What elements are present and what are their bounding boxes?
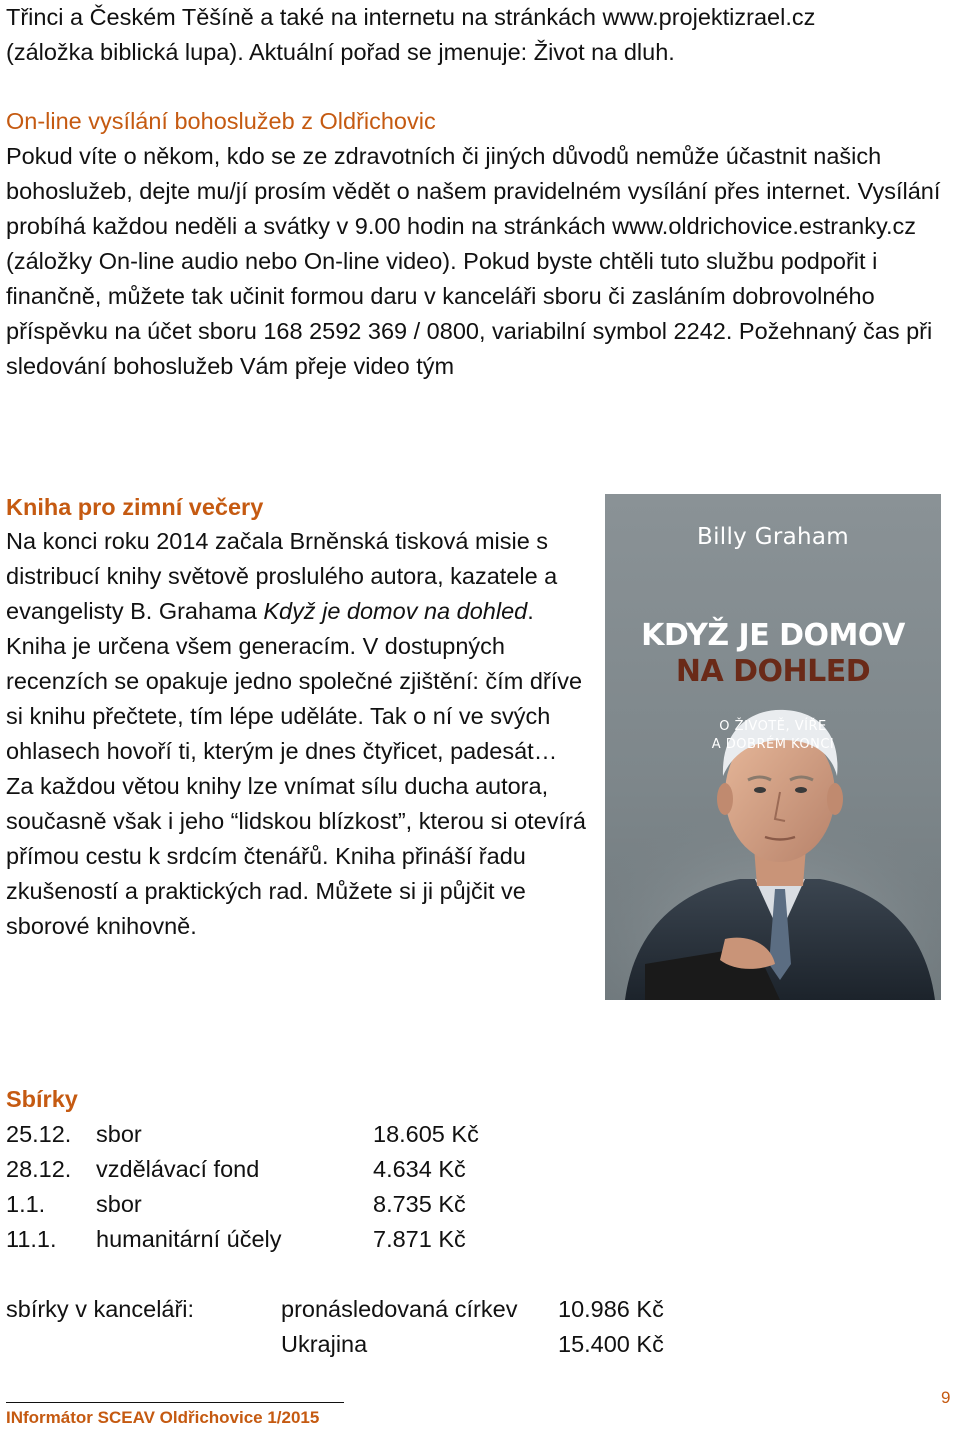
cover-title-line-2: NA DOHLED (675, 654, 871, 689)
collection-label: sbor (96, 1191, 142, 1217)
cover-author-name: Billy Graham (697, 524, 849, 550)
book-title-italic: Když je domov na dohled (263, 598, 528, 624)
cover-title-line-1: KDYŽ JE DOMOV (641, 618, 905, 653)
book-section-heading: Kniha pro zimní večery (6, 494, 264, 520)
collection-amount: 18.605 Kč (373, 1121, 479, 1147)
book-paragraph (6, 524, 586, 944)
collection-date: 11.1. (6, 1226, 57, 1252)
office-collection-amount: 15.400 Kč (558, 1331, 664, 1357)
collection-amount: 4.634 Kč (373, 1156, 466, 1182)
book-text-part-2: . Kniha je určena všem generacím. V dostupných recenzích se opakuje jedno společné zjištění: čím dříve si knihu přečtete, tím lépe uděláte. Tak o ní ve svých ohlasech hovoří ti, kterým je dnes čtyřicet, padesát… Za každou větou knihy lze vnímat sílu ducha autora, současně však i jeho “lidskou blízkost”, kterou si otevírá přímou cestu k srdcím čtenářů. Kniha přináší řadu zkušeností a praktických rad. Můžete si ji půjčit ve sborové knihovně. (6, 598, 586, 939)
office-collection-name: Ukrajina (281, 1331, 368, 1357)
office-collections-label: sbírky v kanceláři: (6, 1296, 195, 1322)
office-collection-amount: 10.986 Kč (558, 1296, 664, 1322)
collections-heading: Sbírky (6, 1086, 78, 1112)
collection-label: humanitární účely (96, 1226, 282, 1252)
collection-label: sbor (96, 1121, 142, 1147)
intro-paragraph (6, 0, 946, 70)
collection-date: 28.12. (6, 1156, 72, 1182)
page-number: 9 (941, 1388, 951, 1407)
collection-date: 25.12. (6, 1121, 72, 1147)
book-cover-image (605, 494, 941, 1000)
online-text-part-1: Pokud víte o někom, kdo se ze zdravotních či jiných důvodů nemůže účastnit našich bohoslužeb, dejte mu/jí prosím vědět o našem pravidelném vysílání přes internet. Vysílání probíhá každou neděli a svátky v 9.00 hodin na stránkách www.oldrichovice.estranky.cz (záložky On-line audio nebo On-line video). (6, 143, 941, 274)
collection-amount: 8.735 Kč (373, 1191, 466, 1217)
intro-line-2: (záložka biblická lupa). Aktuální pořad se jmenuje: Život na dluh. (6, 39, 675, 65)
collection-amount: 7.871 Kč (373, 1226, 466, 1252)
cover-subtitle-line-1: O ŽIVOTĚ, VÍŘE (719, 719, 827, 734)
book-text-part-1: Na konci roku 2014 začala Brněnská tisková misie s distribucí knihy světově proslulého autora, kazatele a evangelisty B. Grahama (6, 528, 558, 624)
online-text-part-2: Pokud byste chtěli tuto službu podpořit i finančně, můžete tak učinit formou daru v kanceláři sboru či zasláním dobrovolného příspěvku na účet sboru 168 2592 369 / 0800, variabilní symbol 2242. Požehnaný čas při sledování bohoslužeb Vám přeje video tým (6, 248, 933, 379)
online-broadcast-paragraph (6, 139, 946, 384)
footer-publication-title: INformátor SCEAV Oldřichovice 1/2015 (6, 1408, 320, 1427)
collection-date: 1.1. (6, 1191, 46, 1217)
collection-label: vzdělávací fond (96, 1156, 260, 1182)
intro-line-1: Třinci a Českém Těšíně a také na internetu na stránkách www.projektizrael.cz (6, 4, 816, 30)
online-broadcast-heading: On-line vysílání bohoslužeb z Oldřichovic (6, 108, 436, 134)
office-collection-name: pronásledovaná církev (281, 1296, 518, 1322)
footer-divider (6, 1402, 344, 1403)
cover-subtitle-line-2: A DOBRÉM KONCI (711, 737, 835, 752)
